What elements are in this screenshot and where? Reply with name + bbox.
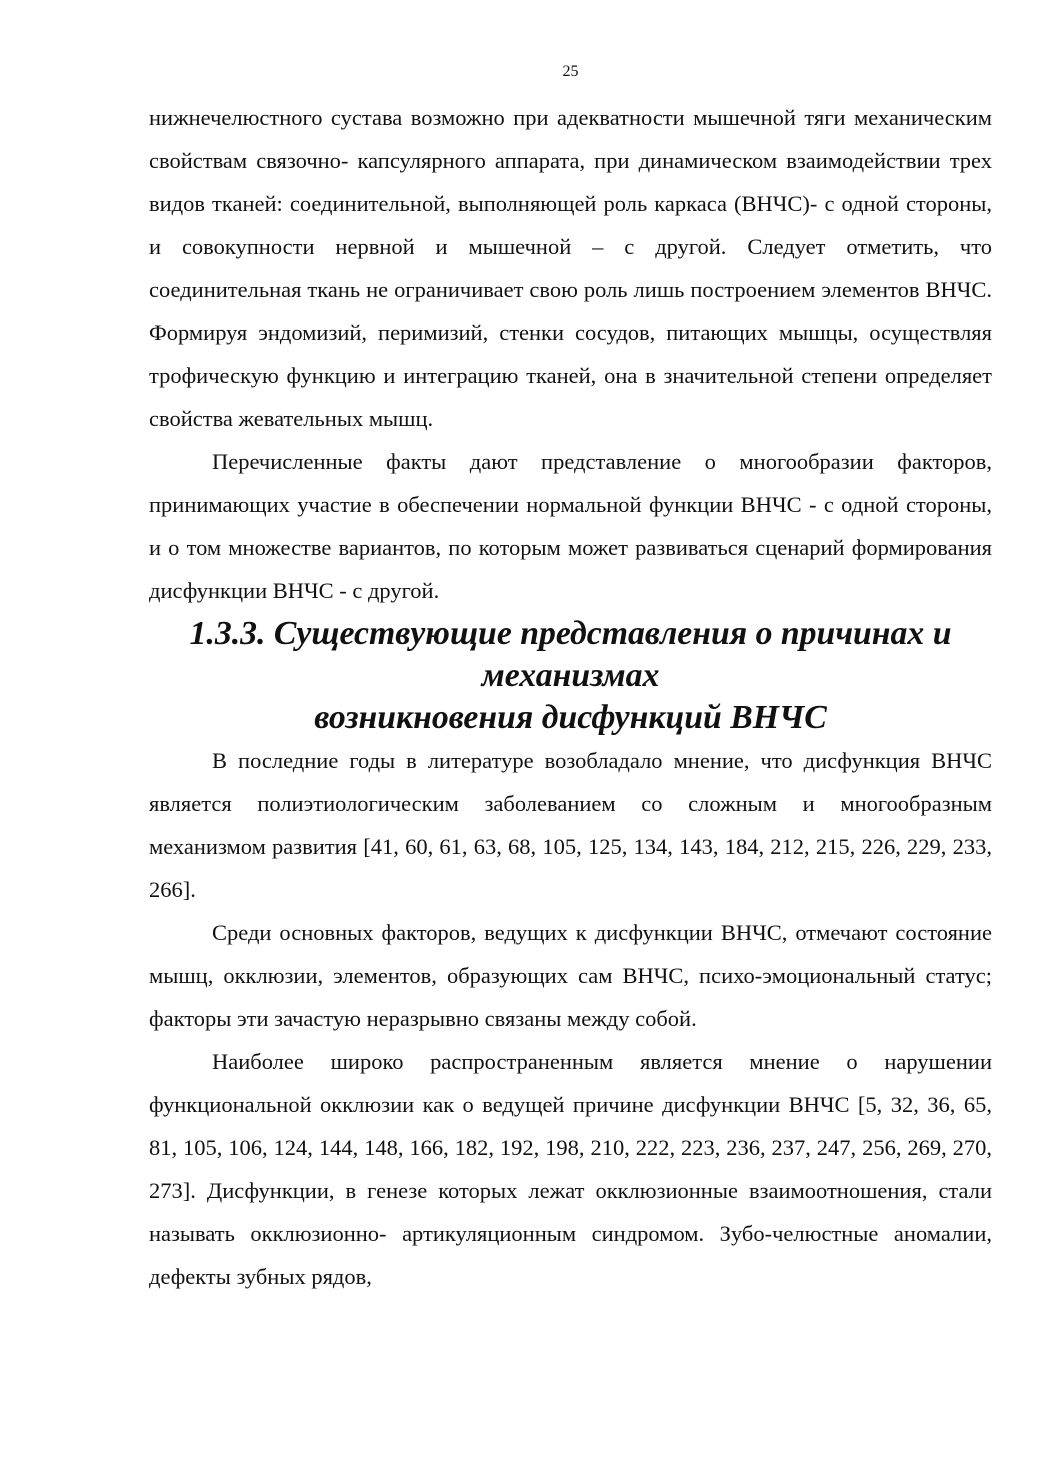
paragraph-polyetiology: В последние годы в литературе возобладало мнение, что дисфункция ВНЧС является полиэтиологическим заболеванием со сложным и многообразным механизмом развития [41, 60, 61, 63, 68, 105, 125, 134, 143, 184, 212, 215, 226, 229, 233, 266]. — [149, 748, 992, 902]
paragraph-tmj-mechanics: нижнечелюстного сустава возможно при адекватности мышечной тяги механическим свойствам связочно- капсулярного аппарата, при динамическом взаимодействии трех видов тканей: соединительной, выполняющей роль каркаса (ВНЧС)- с одной стороны, и совокупности нервной и мышечной – с другой. Следует отметить, что соединительная ткань не ограничивает свою роль лишь построением элементов ВНЧС. Формируя эндомизий, перимизий, стенки сосудов, питающих мышцы, осуществляя трофическую функцию и интеграцию тканей, она в значительной степени определяет свойства жевательных мышц. — [149, 105, 992, 431]
paragraph-occlusion: Наиболее широко распространенным является мнение о нарушении функциональной окклюзии как о ведущей причине дисфункции ВНЧС [5, 32, 36, 65, 81, 105, 106, 124, 144, 148, 166, 182, 192, 198, 210, 222, 223, 236, 237, 247, 256, 269, 270, 273]. Дисфункции, в генезе которых лежат окклюзионные взаимоотношения, стали называть окклюзионно- артикуляционным синдромом. Зубо-челюстные аномалии, дефекты зубных рядов, — [149, 1049, 992, 1289]
section-heading-line-2: возникновения дисфункций ВНЧС — [314, 699, 827, 736]
page-number: 25 — [562, 63, 579, 80]
section-heading-line-1: 1.3.3. Существующие представления о причинах и механизмах — [189, 615, 952, 694]
paragraph-main-factors: Среди основных факторов, ведущих к дисфункции ВНЧС, отмечают состояние мышц, окклюзии, элементов, образующих сам ВНЧС, психо-эмоциональный статус; факторы эти зачастую неразрывно связаны между собой. — [149, 920, 992, 1031]
section-heading — [149, 612, 992, 739]
page-body — [149, 96, 992, 1298]
paragraph-listed-facts: Перечисленные факты дают представление о многообразии факторов, принимающих участие в обеспечении нормальной функции ВНЧС - с одной стороны, и о том множестве вариантов, по которым может развиваться сценарий формирования дисфункции ВНЧС - с другой. — [149, 449, 992, 603]
